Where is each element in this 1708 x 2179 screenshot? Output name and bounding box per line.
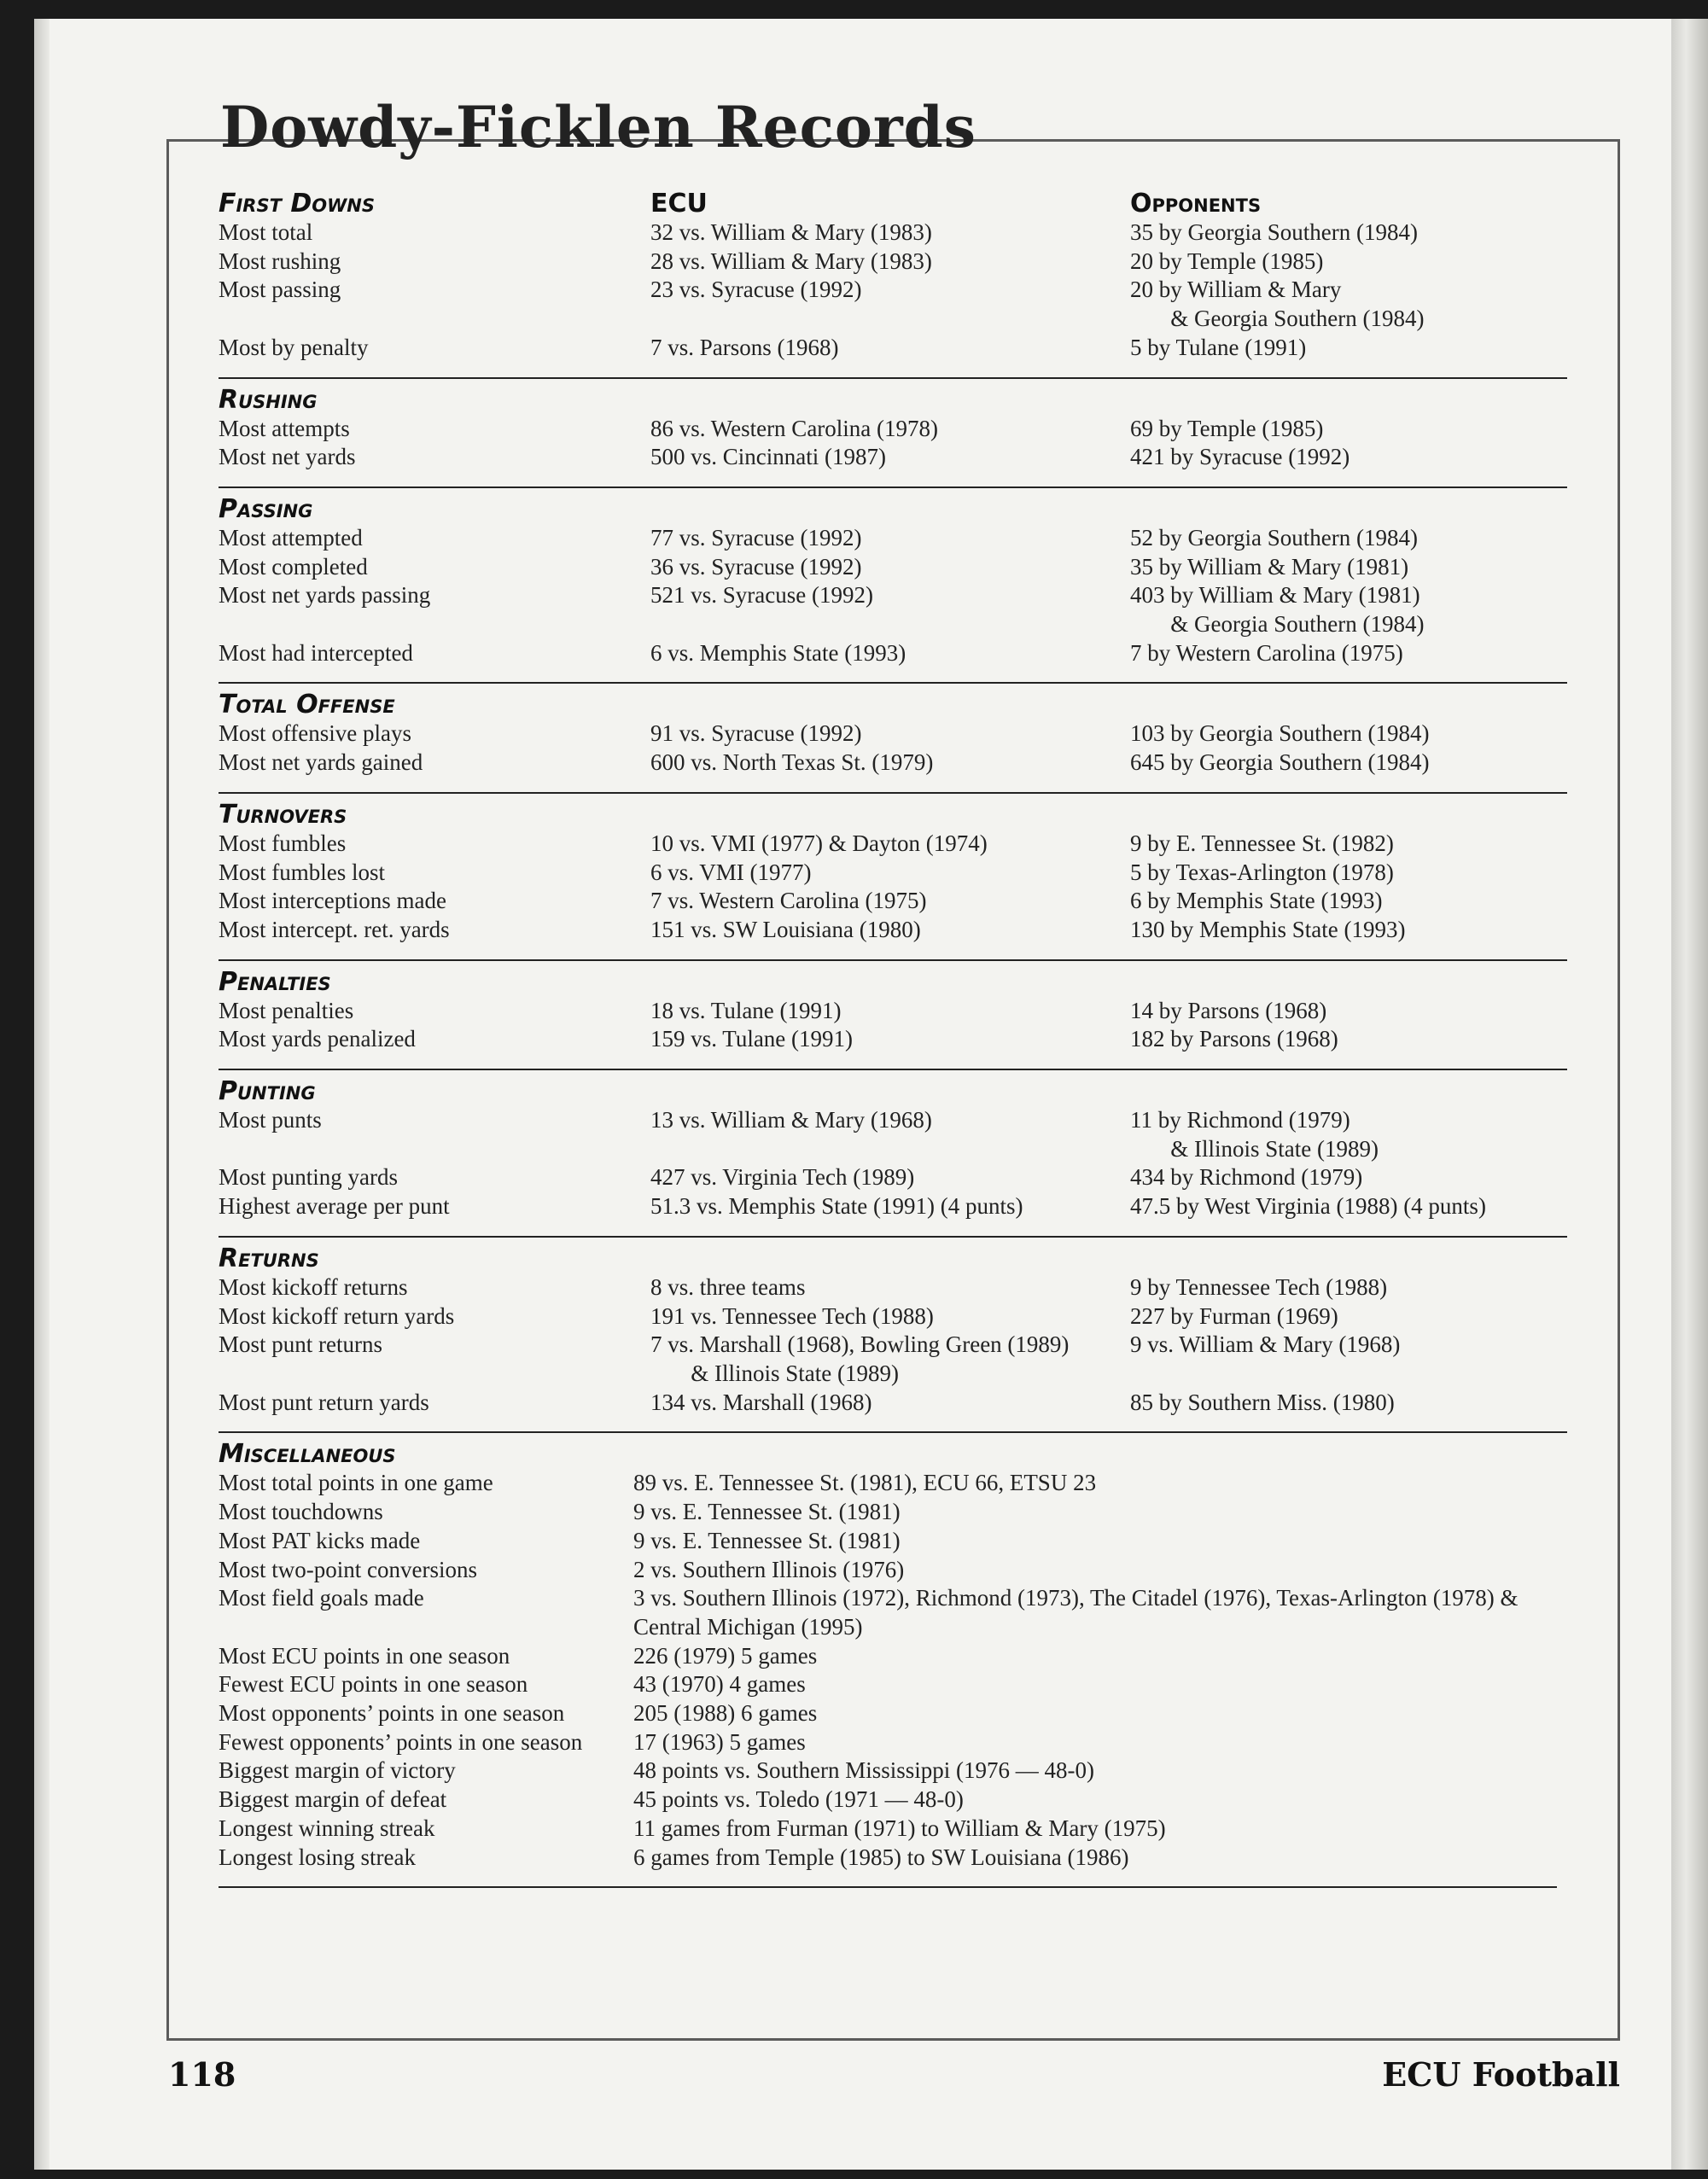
ecu-record: & Illinois State (1989) bbox=[650, 1360, 899, 1386]
ecu-record: 600 vs. North Texas St. (1979) bbox=[650, 749, 934, 776]
opponent-record: 14 by Parsons (1968) bbox=[1130, 997, 1327, 1023]
opponent-record: 645 by Georgia Southern (1984) bbox=[1130, 749, 1430, 776]
record-label: Most punts bbox=[219, 1107, 322, 1133]
record-row bbox=[219, 1642, 1567, 1671]
record-row bbox=[219, 1302, 1567, 1331]
ecu-record: 7 vs. Parsons (1968) bbox=[650, 334, 839, 360]
column-header-opponents: Opponents bbox=[1130, 189, 1262, 218]
page-right-edge bbox=[1671, 19, 1708, 2170]
record-label: Fewest opponents’ points in one season bbox=[219, 1728, 583, 1755]
record-label: Most net yards passing bbox=[219, 582, 431, 609]
record-row bbox=[219, 749, 1567, 778]
record-row bbox=[219, 1025, 1567, 1054]
record-row bbox=[219, 1527, 1567, 1556]
opponent-record: 103 by Georgia Southern (1984) bbox=[1130, 720, 1430, 747]
records-content bbox=[219, 189, 1567, 1895]
record-row bbox=[219, 1728, 1567, 1757]
record-label: Most fumbles lost bbox=[219, 859, 386, 885]
ecu-record: 10 vs. VMI (1977) & Dayton (1974) bbox=[650, 830, 988, 856]
section-divider bbox=[219, 377, 1567, 379]
record-row bbox=[219, 415, 1567, 444]
section-title: Punting bbox=[219, 1076, 316, 1107]
opponent-record: 5 by Tulane (1991) bbox=[1130, 334, 1307, 360]
record-label: Biggest margin of victory bbox=[219, 1757, 456, 1784]
opponent-record: 20 by William & Mary bbox=[1130, 277, 1342, 303]
misc-records bbox=[219, 1469, 1567, 1872]
opponent-record: 434 by Richmond (1979) bbox=[1130, 1164, 1363, 1191]
section-header bbox=[219, 801, 1567, 830]
record-row bbox=[219, 443, 1567, 472]
record-label: Most penalties bbox=[219, 997, 354, 1023]
opponent-record: 85 by Southern Miss. (1980) bbox=[1130, 1389, 1395, 1415]
record-row bbox=[219, 1786, 1567, 1815]
record-label: Most offensive plays bbox=[219, 720, 411, 747]
record-label: Most touchdowns bbox=[219, 1499, 383, 1525]
record-row bbox=[219, 1584, 1567, 1641]
record-label: Most net yards bbox=[219, 444, 356, 470]
ecu-record: 23 vs. Syracuse (1992) bbox=[650, 277, 862, 303]
section-title: Passing bbox=[219, 493, 313, 524]
record-row bbox=[219, 1498, 1567, 1527]
record-row bbox=[219, 248, 1567, 277]
record-row bbox=[219, 1389, 1567, 1418]
record-value: 11 games from Furman (1971) to William & Mary (1975) bbox=[633, 1815, 1166, 1841]
record-value: 43 (1970) 4 games bbox=[633, 1671, 806, 1698]
record-value: 9 vs. E. Tennessee St. (1981) bbox=[633, 1527, 901, 1553]
record-row bbox=[219, 305, 1567, 334]
record-label: Most total bbox=[219, 219, 313, 245]
record-label: Fewest ECU points in one season bbox=[219, 1671, 528, 1698]
record-label: Most PAT kicks made bbox=[219, 1527, 421, 1553]
record-value: 226 (1979) 5 games bbox=[633, 1642, 818, 1669]
record-row bbox=[219, 720, 1567, 749]
ecu-record: 13 vs. William & Mary (1968) bbox=[650, 1107, 932, 1133]
opponent-record: 182 by Parsons (1968) bbox=[1130, 1026, 1338, 1052]
record-row bbox=[219, 1192, 1567, 1221]
opponent-record: & Illinois State (1989) bbox=[1130, 1135, 1379, 1162]
ecu-record: 32 vs. William & Mary (1983) bbox=[650, 219, 932, 245]
ecu-record: 28 vs. William & Mary (1983) bbox=[650, 248, 932, 274]
ecu-record bbox=[650, 610, 1130, 639]
record-row bbox=[219, 1163, 1567, 1192]
opponent-record: 227 by Furman (1969) bbox=[1130, 1302, 1338, 1329]
record-row bbox=[219, 1757, 1567, 1786]
record-row bbox=[219, 887, 1567, 916]
opponent-record: 9 vs. William & Mary (1968) bbox=[1130, 1331, 1401, 1358]
record-row bbox=[219, 639, 1567, 668]
opponent-record: 47.5 by West Virginia (1988) (4 punts) bbox=[1130, 1193, 1486, 1220]
record-label bbox=[219, 1135, 650, 1164]
opponent-record: 403 by William & Mary (1981) bbox=[1130, 582, 1420, 609]
record-label: Most punt return yards bbox=[219, 1389, 429, 1415]
ecu-record: 191 vs. Tennessee Tech (1988) bbox=[650, 1302, 934, 1329]
section-divider bbox=[219, 1886, 1557, 1888]
record-row bbox=[219, 581, 1567, 610]
record-label: Most attempts bbox=[219, 415, 350, 441]
record-row bbox=[219, 1135, 1567, 1164]
section-title: Returns bbox=[219, 1243, 319, 1273]
record-label: Most attempted bbox=[219, 524, 363, 551]
record-row bbox=[219, 1844, 1567, 1873]
section-header bbox=[219, 495, 1567, 524]
record-label: Most two-point conversions bbox=[219, 1556, 477, 1582]
ecu-record bbox=[650, 305, 1130, 334]
record-label: Most interceptions made bbox=[219, 888, 446, 914]
record-row bbox=[219, 553, 1567, 582]
record-row bbox=[219, 1670, 1567, 1699]
section-title: Penalties bbox=[219, 966, 331, 997]
opponent-record: 9 by E. Tennessee St. (1982) bbox=[1130, 830, 1394, 856]
record-label: Most fumbles bbox=[219, 830, 347, 856]
ecu-record: 159 vs. Tulane (1991) bbox=[650, 1026, 854, 1052]
section-header bbox=[219, 968, 1567, 997]
page-number: 118 bbox=[168, 2055, 236, 2094]
record-label bbox=[219, 1360, 650, 1389]
opponent-record bbox=[1130, 1360, 1567, 1389]
record-row bbox=[219, 916, 1567, 945]
record-value: 48 points vs. Southern Mississippi (1976 — 48-0) bbox=[633, 1757, 1095, 1784]
section-divider bbox=[219, 792, 1567, 794]
record-row bbox=[219, 334, 1567, 363]
record-row bbox=[219, 610, 1567, 639]
ecu-record: 91 vs. Syracuse (1992) bbox=[650, 720, 862, 747]
section-header bbox=[219, 690, 1567, 720]
record-value: 45 points vs. Toledo (1971 — 48-0) bbox=[633, 1786, 964, 1813]
record-label: Most kickoff return yards bbox=[219, 1302, 455, 1329]
column-header-ecu: ECU bbox=[650, 189, 708, 218]
ecu-record: 6 vs. VMI (1977) bbox=[650, 859, 812, 885]
ecu-record: 7 vs. Western Carolina (1975) bbox=[650, 888, 927, 914]
opponent-record: 11 by Richmond (1979) bbox=[1130, 1107, 1350, 1133]
record-value: 6 games from Temple (1985) to SW Louisiana (1986) bbox=[633, 1844, 1129, 1870]
record-label: Most total points in one game bbox=[219, 1470, 493, 1496]
section-divider bbox=[219, 1236, 1567, 1238]
record-row bbox=[219, 218, 1567, 248]
ecu-record: 427 vs. Virginia Tech (1989) bbox=[650, 1164, 915, 1191]
record-row bbox=[219, 1699, 1567, 1728]
ecu-record: 36 vs. Syracuse (1992) bbox=[650, 553, 862, 580]
record-row bbox=[219, 1815, 1567, 1844]
section-header bbox=[219, 1077, 1567, 1106]
ecu-record: 51.3 vs. Memphis State (1991) (4 punts) bbox=[650, 1193, 1023, 1220]
opponent-record: 9 by Tennessee Tech (1988) bbox=[1130, 1273, 1388, 1300]
record-label: Most kickoff returns bbox=[219, 1273, 408, 1300]
section-title: Turnovers bbox=[219, 799, 347, 830]
ecu-record: 77 vs. Syracuse (1992) bbox=[650, 524, 862, 551]
record-row bbox=[219, 830, 1567, 859]
section-title: Miscellaneous bbox=[219, 1439, 396, 1470]
section-header bbox=[219, 189, 1567, 218]
record-label: Biggest margin of defeat bbox=[219, 1786, 447, 1813]
opponent-record: 130 by Memphis State (1993) bbox=[1130, 916, 1406, 942]
record-label: Most passing bbox=[219, 277, 341, 303]
ecu-record: 500 vs. Cincinnati (1987) bbox=[650, 444, 886, 470]
record-label: Most intercept. ret. yards bbox=[219, 916, 450, 942]
section-title: First Downs bbox=[219, 189, 375, 218]
record-label: Highest average per punt bbox=[219, 1193, 450, 1220]
record-label: Most had intercepted bbox=[219, 639, 413, 666]
ecu-record: 134 vs. Marshall (1968) bbox=[650, 1389, 872, 1415]
record-row bbox=[219, 1469, 1567, 1498]
record-row bbox=[219, 1106, 1567, 1135]
ecu-record: 86 vs. Western Carolina (1978) bbox=[650, 415, 939, 441]
record-row bbox=[219, 524, 1567, 553]
opponent-record: 52 by Georgia Southern (1984) bbox=[1130, 524, 1418, 551]
record-label bbox=[219, 610, 650, 639]
section-title: Rushing bbox=[219, 384, 318, 415]
record-label: Most field goals made bbox=[219, 1585, 424, 1611]
ecu-record: 8 vs. three teams bbox=[650, 1273, 806, 1300]
record-row bbox=[219, 997, 1567, 1026]
record-value: 2 vs. Southern Illinois (1976) bbox=[633, 1556, 905, 1582]
record-label: Most completed bbox=[219, 553, 368, 580]
record-row bbox=[219, 276, 1567, 305]
opponent-record: 7 by Western Carolina (1975) bbox=[1130, 639, 1403, 666]
ecu-record: 7 vs. Marshall (1968), Bowling Green (1989) bbox=[650, 1331, 1070, 1358]
record-label: Most opponents’ points in one season bbox=[219, 1700, 565, 1727]
opponent-record: 35 by William & Mary (1981) bbox=[1130, 553, 1409, 580]
record-row bbox=[219, 1331, 1567, 1360]
record-value: 89 vs. E. Tennessee St. (1981), ECU 66, ETSU 23 bbox=[633, 1470, 1097, 1496]
record-value: 3 vs. Southern Illinois (1972), Richmond (1973), The Citadel (1976), Texas-Arlington (1978) & Central Michigan (1995) bbox=[633, 1585, 1519, 1640]
page-left-edge bbox=[34, 19, 50, 2170]
record-row bbox=[219, 1273, 1567, 1302]
publication-title: ECU Football bbox=[1382, 2055, 1620, 2094]
record-row bbox=[219, 859, 1567, 888]
section-header bbox=[219, 1440, 1567, 1469]
section-title: Total Offense bbox=[219, 690, 395, 720]
section-divider bbox=[219, 682, 1567, 684]
section-divider bbox=[219, 959, 1567, 961]
record-row bbox=[219, 1360, 1567, 1389]
opponent-record: 5 by Texas-Arlington (1978) bbox=[1130, 859, 1394, 885]
record-label: Most yards penalized bbox=[219, 1026, 416, 1052]
ecu-record: 151 vs. SW Louisiana (1980) bbox=[650, 916, 921, 942]
record-label: Most rushing bbox=[219, 248, 341, 274]
page-title: Dowdy-Ficklen Records bbox=[220, 94, 976, 160]
ecu-record bbox=[650, 1135, 1130, 1164]
record-label: Longest losing streak bbox=[219, 1844, 416, 1870]
section-header bbox=[219, 386, 1567, 415]
section-divider bbox=[219, 1069, 1567, 1070]
section-header bbox=[219, 1244, 1567, 1273]
record-value: 9 vs. E. Tennessee St. (1981) bbox=[633, 1499, 901, 1525]
opponent-record: 35 by Georgia Southern (1984) bbox=[1130, 219, 1418, 245]
record-label: Most punting yards bbox=[219, 1164, 399, 1191]
opponent-record: & Georgia Southern (1984) bbox=[1130, 306, 1425, 332]
opponent-record: & Georgia Southern (1984) bbox=[1130, 611, 1425, 638]
opponent-record: 6 by Memphis State (1993) bbox=[1130, 888, 1383, 914]
record-label: Most by penalty bbox=[219, 334, 369, 360]
opponent-record: 421 by Syracuse (1992) bbox=[1130, 444, 1350, 470]
opponent-record: 20 by Temple (1985) bbox=[1130, 248, 1324, 274]
record-label: Longest winning streak bbox=[219, 1815, 435, 1841]
section-divider bbox=[219, 486, 1567, 488]
record-row bbox=[219, 1556, 1567, 1585]
section-divider bbox=[219, 1431, 1567, 1433]
record-label: Most punt returns bbox=[219, 1331, 382, 1358]
record-label bbox=[219, 305, 650, 334]
ecu-record: 18 vs. Tulane (1991) bbox=[650, 997, 842, 1023]
ecu-record: 521 vs. Syracuse (1992) bbox=[650, 582, 873, 609]
opponent-record: 69 by Temple (1985) bbox=[1130, 415, 1324, 441]
record-value: 205 (1988) 6 games bbox=[633, 1700, 818, 1727]
record-label: Most net yards gained bbox=[219, 749, 423, 776]
ecu-record: 6 vs. Memphis State (1993) bbox=[650, 639, 906, 666]
record-label: Most ECU points in one season bbox=[219, 1642, 510, 1669]
record-value: 17 (1963) 5 games bbox=[633, 1728, 806, 1755]
